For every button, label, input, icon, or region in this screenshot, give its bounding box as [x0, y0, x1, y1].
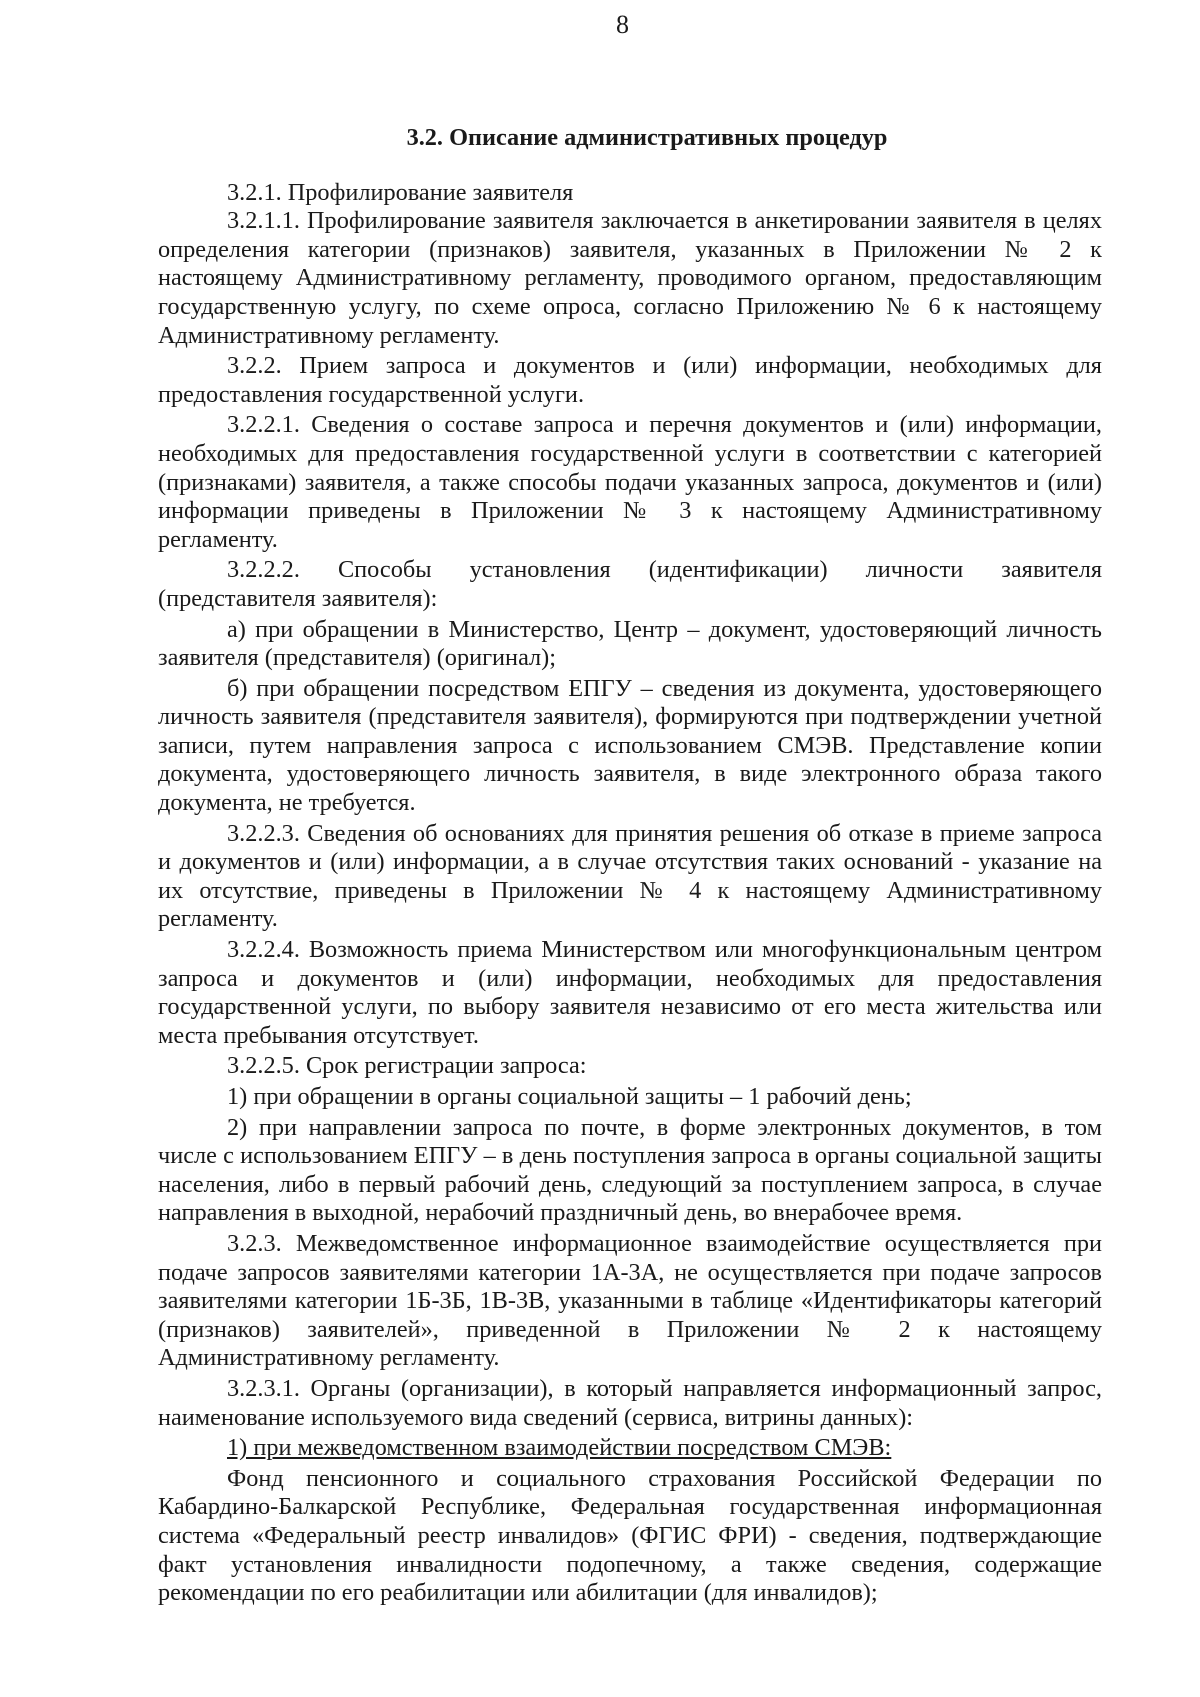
paragraph-3-2-2-1: 3.2.2.1. Сведения о составе запроса и перечня документов и (или) информации, необходимых для предоставления государственной услуги в соответствии с категорией (признаками) заявителя, а также способы подачи указанных запроса, документов и (или) информации приведены в Приложении № 3 к настоящему Административному регламенту. [158, 411, 1102, 553]
section-heading: 3.2. Описание административных процедур [406, 124, 888, 151]
paragraph-item-b: б) при обращении посредством ЕПГУ – сведения из документа, удостоверяющего личность заявителя (представителя заявителя), формируются при подтверждении учетной записи, путем направления запроса с использованием СМЭВ. Представление копии документа, удостоверяющего личность заявителя, в виде электронного образа такого документа, не требуется. [158, 674, 1102, 817]
paragraph-3-2-1: 3.2.1. Профилирование заявителя [227, 178, 574, 206]
paragraph-3-2-2-3: 3.2.2.3. Сведения об основаниях для принятия решения об отказе в приеме запроса и документов и (или) информации, а в случае отсутствия таких оснований - указание на их отсутствие, приведены в Приложении № 4 к настоящему Административному регламенту. [158, 819, 1102, 933]
paragraph-3-2-2-5: 3.2.2.5. Срок регистрации запроса: [227, 1052, 587, 1080]
document-body [158, 124, 1102, 1608]
paragraph-smev-underlined: 1) при межведомственном взаимодействии посредством СМЭВ: [227, 1434, 892, 1462]
paragraph-3-2-2: 3.2.2. Прием запроса и документов и (или) информации, необходимых для предоставления государственной услуги. [158, 352, 1102, 408]
paragraph-pension-fund: Фонд пенсионного и социального страхования Российской Федерации по Кабардино-Балкарской Республике, Федеральная государственная информационная система «Федеральный реестр инвалидов» (ФГИС ФРИ) - сведения, подтверждающие факт установления инвалидности подопечному, а также сведения, содержащие рекомендации по его реабилитации или абилитации (для инвалидов); [158, 1464, 1102, 1607]
page-number: 8 [616, 10, 629, 39]
paragraph-3-2-3: 3.2.3. Межведомственное информационное взаимодействие осуществляется при подаче запросов заявителями категории 1А-3А, не осуществляется при подаче запросов заявителями категории 1Б-3Б, 1В-3В, указанными в таблице «Идентификаторы категорий (признаков) заявителей», приведенной в Приложении № 2 к настоящему Административному регламенту. [158, 1229, 1102, 1372]
paragraph-3-2-2-2: 3.2.2.2. Способы установления (идентификации) личности заявителя (представителя заявителя): [158, 556, 1102, 612]
paragraph-3-2-3-1: 3.2.3.1. Органы (организации), в который направляется информационный запрос, наименование используемого вида сведений (сервиса, витрины данных): [158, 1374, 1102, 1431]
paragraph-item-2: 2) при направлении запроса по почте, в форме электронных документов, в том числе с использованием ЕПГУ – в день поступления запроса в органы социальной защиты населения, либо в первый рабочий день, следующий за поступлением запроса, в случае направления в выходной, нерабочий праздничный день, во внерабочее время. [158, 1113, 1102, 1227]
paragraph-item-1: 1) при обращении в органы социальной защиты – 1 рабочий день; [227, 1083, 912, 1110]
paragraph-3-2-1-1: 3.2.1.1. Профилирование заявителя заключается в анкетировании заявителя в целях определения категории (признаков) заявителя, указанных в Приложении № 2 к настоящему Административному регламенту, проводимого органом, предоставляющим государственную услугу, по схеме опроса, согласно Приложению № 6 к настоящему Административному регламенту. [158, 207, 1102, 349]
paragraph-3-2-2-4: 3.2.2.4. Возможность приема Министерством или многофункциональным центром запроса и документов и (или) информации, необходимых для предоставления государственной услуги, по выбору заявителя независимо от его места жительства или места пребывания отсутствует. [158, 936, 1102, 1049]
paragraph-item-a: а) при обращении в Министерство, Центр – документ, удостоверяющий личность заявителя (представителя) (оригинал); [158, 615, 1102, 672]
